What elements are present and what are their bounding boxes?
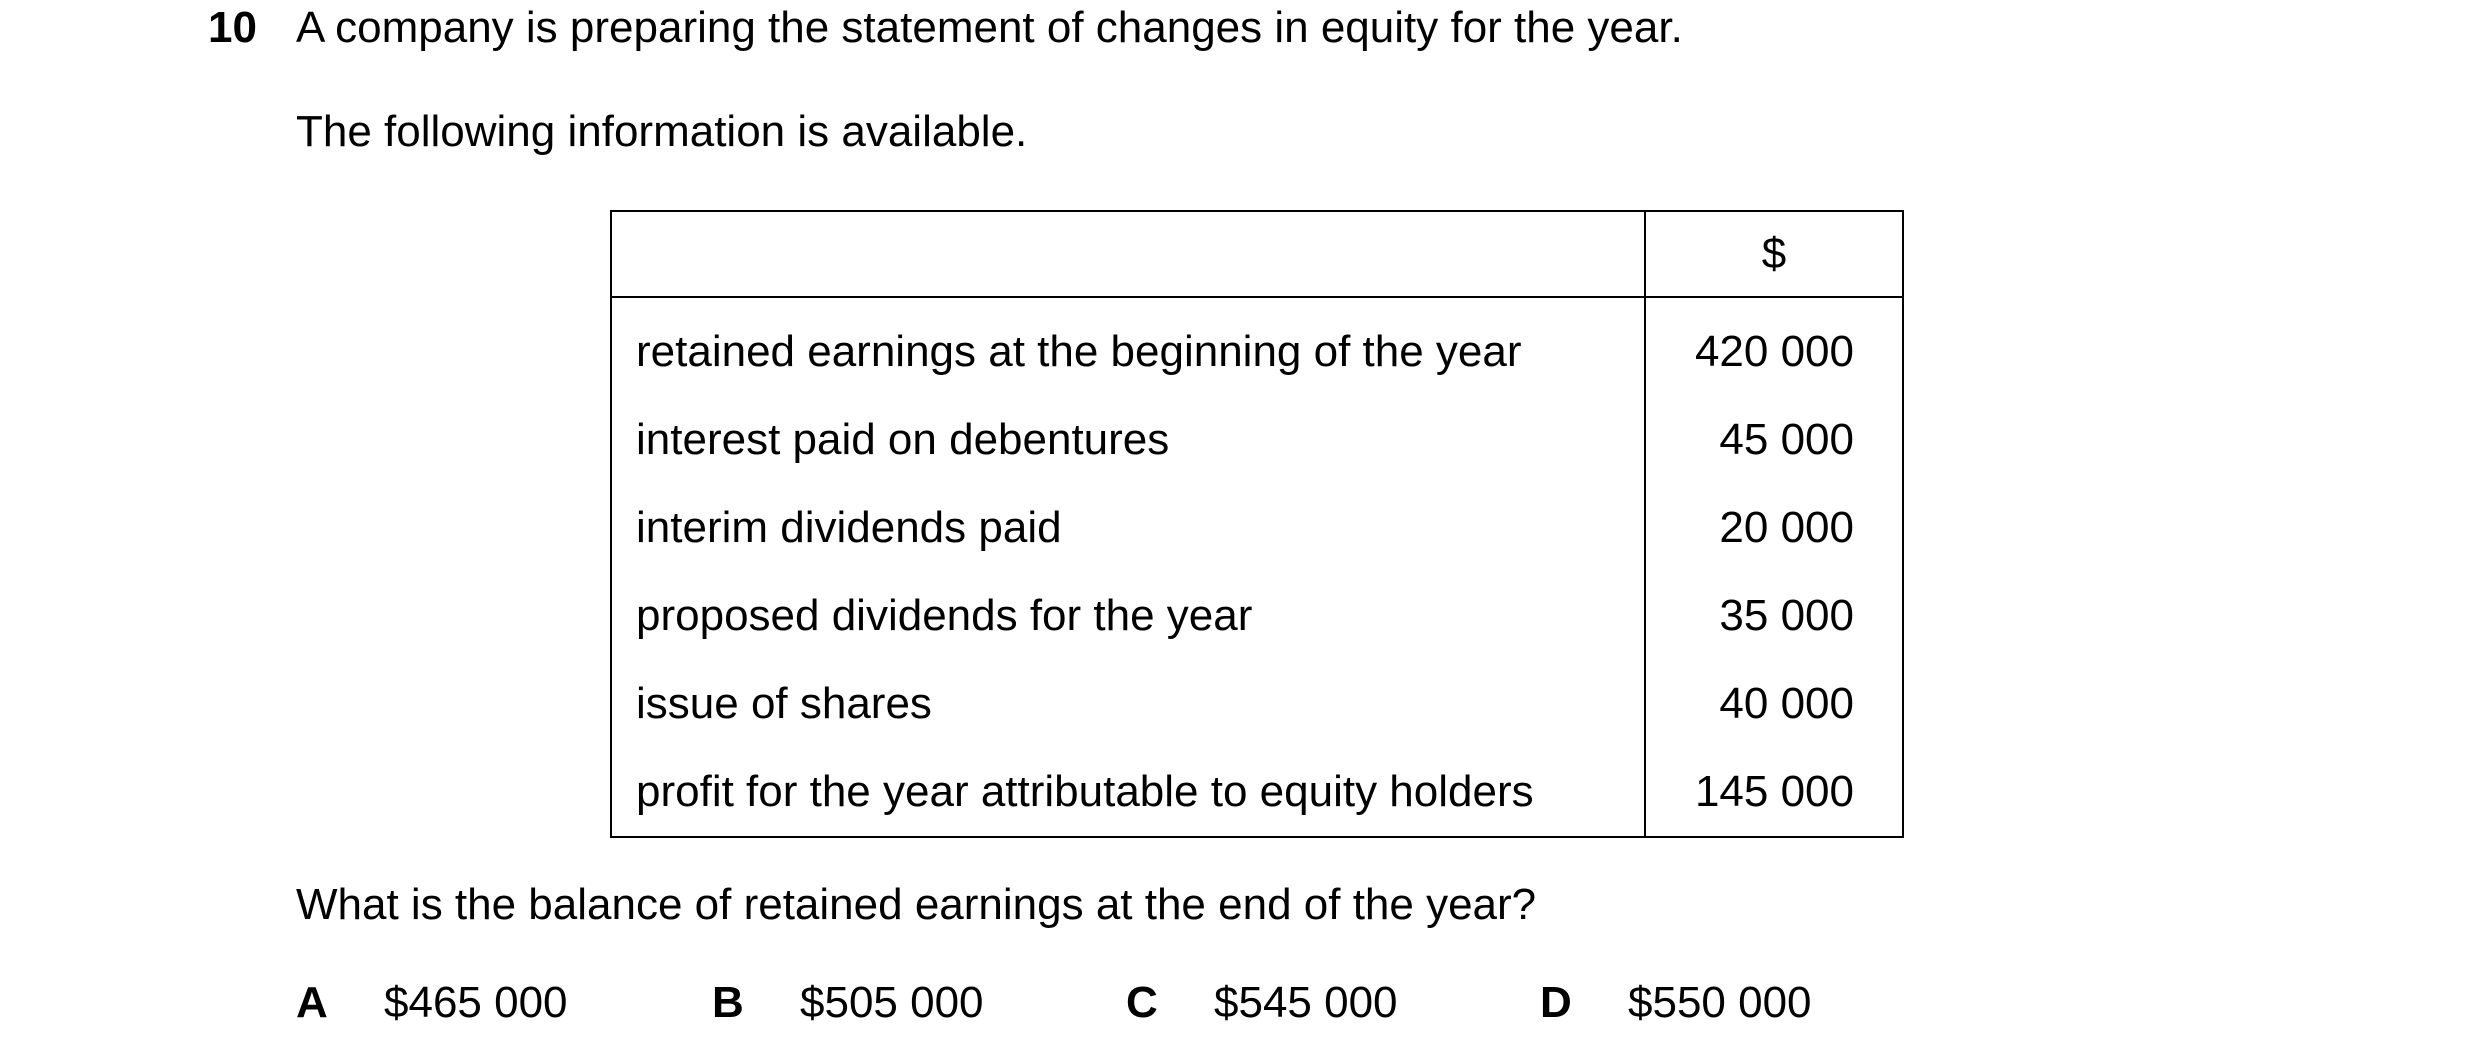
row-amount: 420 000 xyxy=(1645,297,1903,396)
row-label: profit for the year attributable to equity holders xyxy=(611,748,1645,837)
row-label: interim dividends paid xyxy=(611,484,1645,572)
option-c-letter: C xyxy=(1126,978,1158,1027)
row-label: retained earnings at the beginning of the year xyxy=(611,297,1645,396)
information-table xyxy=(610,210,1904,838)
question-prompt: What is the balance of retained earnings at the end of the year? xyxy=(296,880,1537,929)
table-row xyxy=(611,660,1903,748)
table-row xyxy=(611,297,1903,396)
row-label: proposed dividends for the year xyxy=(611,572,1645,660)
row-amount: 40 000 xyxy=(1645,660,1903,748)
option-d-value: $550 000 xyxy=(1628,978,1812,1027)
option-b-letter: B xyxy=(712,978,744,1027)
row-amount: 35 000 xyxy=(1645,572,1903,660)
currency-header: $ xyxy=(1645,211,1903,297)
option-d-letter: D xyxy=(1540,978,1572,1027)
table-header-row xyxy=(611,211,1903,297)
row-label: interest paid on debentures xyxy=(611,396,1645,484)
info-intro: The following information is available. xyxy=(296,107,1028,156)
question-number: 10 xyxy=(208,3,257,52)
option-a-value: $465 000 xyxy=(384,978,568,1027)
header-blank-cell xyxy=(611,211,1645,297)
table-row xyxy=(611,748,1903,837)
row-amount: 45 000 xyxy=(1645,396,1903,484)
row-label: issue of shares xyxy=(611,660,1645,748)
question-stem: A company is preparing the statement of changes in equity for the year. xyxy=(296,3,1683,52)
option-b-value: $505 000 xyxy=(800,978,984,1027)
table-row xyxy=(611,484,1903,572)
row-amount: 145 000 xyxy=(1645,748,1903,837)
option-a-letter: A xyxy=(296,978,328,1027)
option-c-value: $545 000 xyxy=(1214,978,1398,1027)
table-row xyxy=(611,572,1903,660)
table-row xyxy=(611,396,1903,484)
row-amount: 20 000 xyxy=(1645,484,1903,572)
